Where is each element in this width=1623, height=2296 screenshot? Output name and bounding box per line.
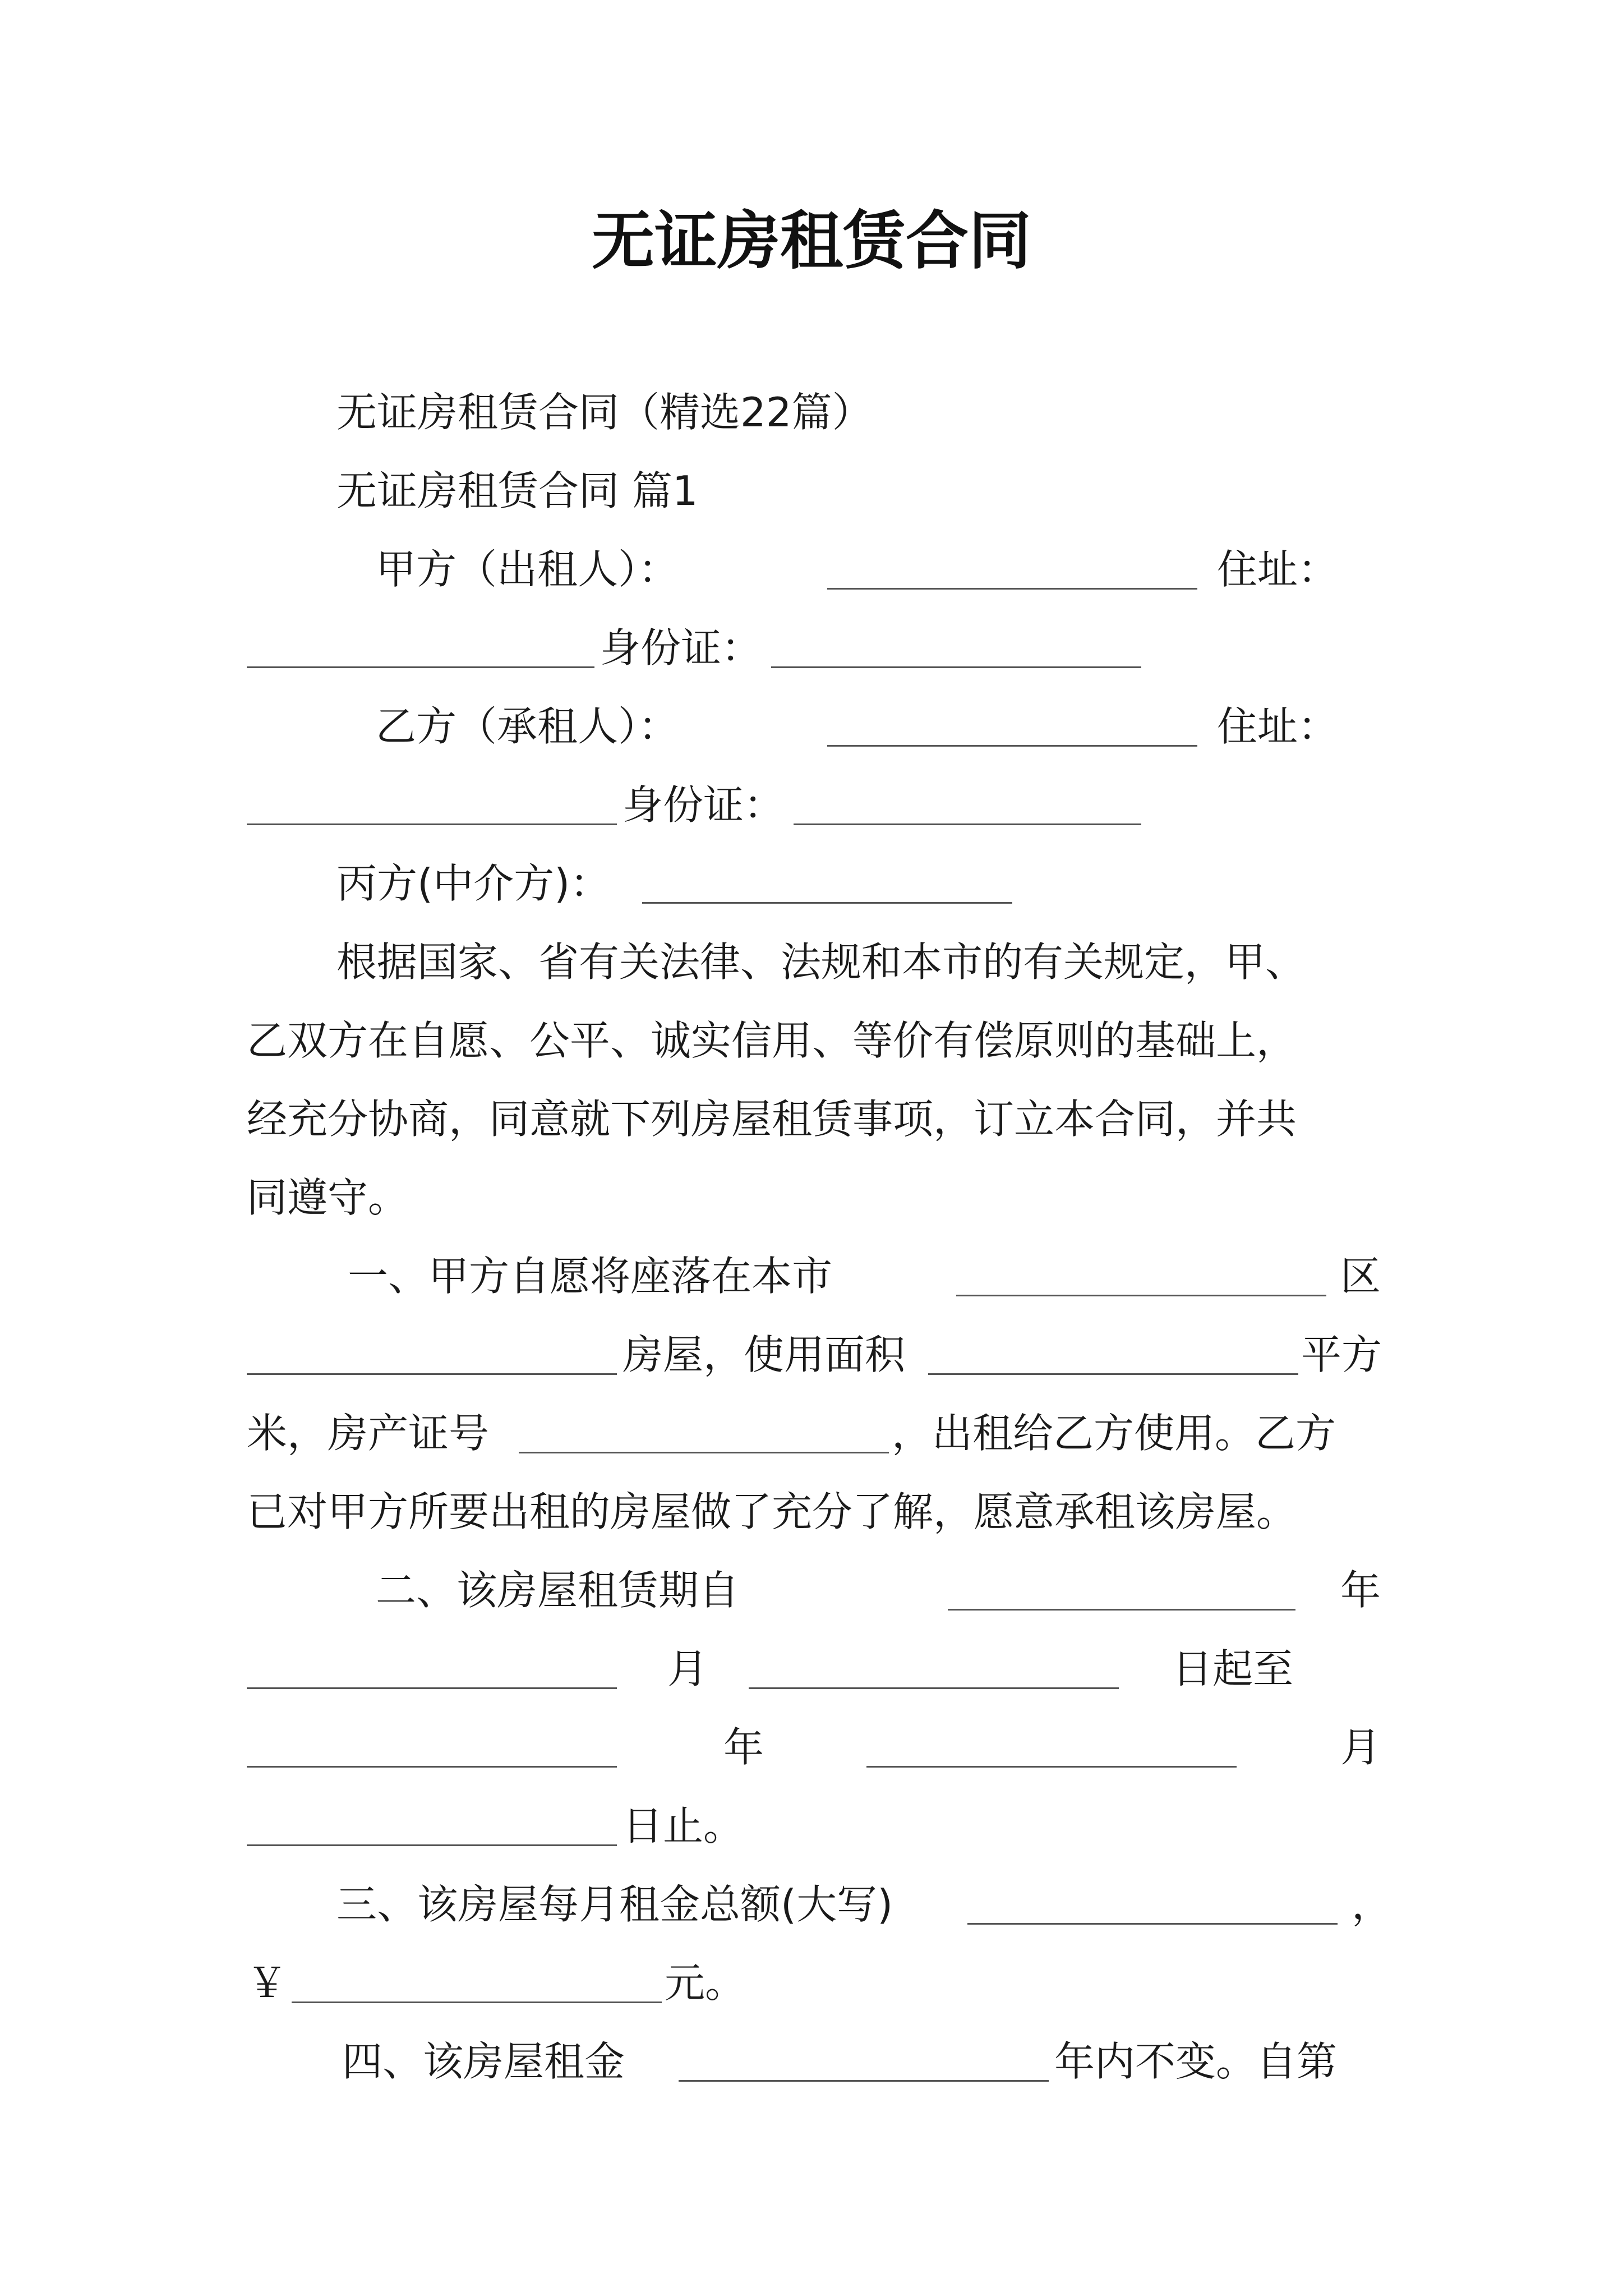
clause2-start-year-field[interactable]: [948, 1559, 1295, 1621]
clause3-start: 三、该房屋每月租金总额(大写): [336, 1881, 893, 1928]
document-title: 无证房租赁合同: [592, 204, 1031, 278]
clause4-start: 四、该房屋租金: [342, 2038, 625, 2085]
clause2-year-label-2: 年: [723, 1724, 764, 1771]
party-c-label: 丙方(中介方)：: [336, 860, 611, 907]
clause4-years-field[interactable]: [679, 2031, 1049, 2092]
clause1-meter-cert-label: 米，房产证号: [247, 1410, 490, 1457]
clause1-sqm-label: 平方: [1301, 1331, 1382, 1378]
party-a-label: 甲方（出租人）：: [376, 546, 679, 593]
party-b-address-label: 住址：: [1217, 703, 1339, 750]
party-b-id-field[interactable]: [794, 774, 1141, 836]
clause1-start: 一、甲方自愿将座落在本市: [348, 1253, 833, 1300]
clause3-yuan: 元。: [665, 1959, 746, 2007]
clause1-area-field[interactable]: [928, 1324, 1298, 1386]
party-a-id-field[interactable]: [771, 617, 1141, 679]
clause2-month-label-1: 月: [667, 1645, 708, 1692]
party-b-address-field[interactable]: [247, 774, 617, 836]
clause1-district-label: 区: [1340, 1253, 1381, 1300]
clause1-understand: 已对甲方所要出租的房屋做了充分了解，愿意承租该房屋。: [247, 1488, 1297, 1535]
clause1-cert-field[interactable]: [519, 1402, 889, 1464]
clause2-day-end: 日止。: [623, 1802, 744, 1849]
clause2-day-from-to: 日起至: [1172, 1645, 1294, 1692]
party-a-name-field[interactable]: [827, 539, 1197, 600]
clause3-amount-field[interactable]: [292, 1952, 662, 2014]
clause2-start-month-field[interactable]: [247, 1638, 617, 1700]
party-a-address-field[interactable]: [247, 617, 594, 679]
party-a-address-label: 住址：: [1217, 546, 1339, 593]
party-c-field[interactable]: [642, 853, 1012, 914]
clause1-house-field[interactable]: [247, 1324, 617, 1386]
party-b-label: 乙方（承租人）：: [376, 703, 679, 750]
clause1-location-field[interactable]: [956, 1245, 1326, 1307]
party-b-name-field[interactable]: [827, 696, 1197, 757]
document-subtitle: 无证房租赁合同（精选22篇）: [336, 389, 873, 436]
intro-line-4: 同遵守。: [247, 1174, 409, 1221]
clause2-year-label-1: 年: [1340, 1567, 1381, 1614]
clause3-yen-sign: ￥: [247, 1959, 288, 2007]
clause1-lease-to: ，出租给乙方使用。乙方: [892, 1410, 1336, 1457]
clause2-month-label-2: 月: [1340, 1724, 1381, 1771]
party-a-id-label: 身份证：: [600, 624, 762, 671]
clause2-end-month-field[interactable]: [866, 1717, 1237, 1778]
party-b-id-label: 身份证：: [623, 781, 785, 829]
clause4-unchanged: 年内不变。自第: [1054, 2038, 1338, 2085]
clause1-house-label: 房屋，使用面积: [623, 1331, 906, 1378]
intro-line-3: 经充分协商，同意就下列房屋租赁事项，订立本合同，并共: [247, 1096, 1297, 1143]
clause3-comma: ，: [1352, 1881, 1393, 1928]
clause2-start-day-field[interactable]: [749, 1638, 1119, 1700]
clause3-amount-words-field[interactable]: [967, 1874, 1338, 1935]
clause2-end-year-field[interactable]: [247, 1717, 617, 1778]
section-label: 无证房租赁合同 篇1: [336, 467, 698, 514]
intro-line-1: 根据国家、省有关法律、法规和本市的有关规定，甲、: [336, 938, 1306, 986]
clause2-start: 二、该房屋租赁期自: [376, 1567, 740, 1614]
clause2-end-day-field[interactable]: [247, 1795, 617, 1857]
intro-line-2: 乙双方在自愿、公平、诚实信用、等价有偿原则的基础上，: [247, 1017, 1297, 1064]
